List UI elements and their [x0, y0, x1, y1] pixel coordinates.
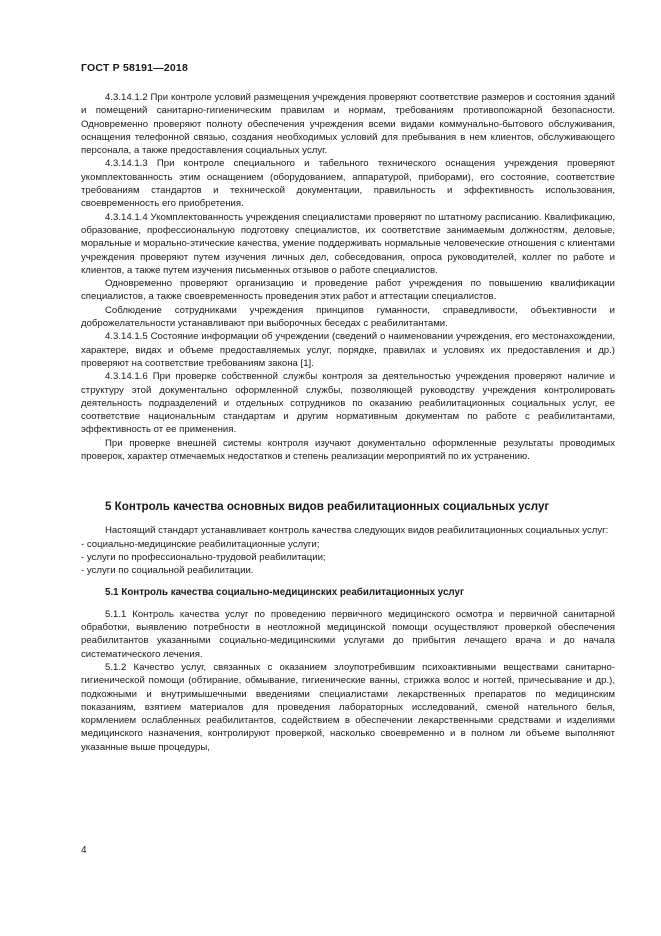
document-code-header: ГОСТ Р 58191—2018: [81, 62, 189, 74]
paragraph-4-3-14-1-5: 4.3.14.1.5 Состояние информации об учреждении (сведений о наименовании учреждения, его местонахождении, характере, видах и объеме предоставляемых услуг, порядке, правилах и условиях их предоставления и др.) проверяют на соответствие требованиям закона [1].: [81, 331, 615, 369]
paragraph-4-3-14-1-3: 4.3.14.1.3 При контроле специального и табельного технического оснащения учреждения проверяют укомплектованность этим оснащением (оборудованием, аппаратурой, приборами), его состояние, соответствие требованиям стандартов и технической документации, правильность и эффективность использования, своевременность его приобретения.: [81, 158, 615, 210]
document-body: [81, 91, 615, 754]
section-5-title: 5 Контроль качества основных видов реабилитационных социальных услуг: [105, 500, 550, 514]
paragraph-4-3-14-1-6: 4.3.14.1.6 При проверке собственной службы контроля за деятельностью учреждения проверяют наличие и структуру этой документально оформленной службы, позволяющей руководству учреждения контролировать деятельность подразделений и отдельных сотрудников по оказанию реабилитационных социальных услуг, ее соответствие национальным стандартам и другим нормативным документам по работе с реабилитантами, эффективность от ее применения.: [81, 371, 615, 436]
paragraph-5-1-1: 5.1.1 Контроль качества услуг по проведению первичного медицинского осмотра и первичной санитарной обработки, выявлению потребности в неотложной медицинской помощи осуществляют проверкой обеспечения реабилитантов указанными социально-медицинскими услугами до прибытия лечащего врача и до начала систематического лечения.: [81, 608, 615, 660]
subsection-5-1-title: 5.1 Контроль качества социально-медицинских реабилитационных услуг: [105, 586, 465, 598]
paragraph-4-3-14-1-2: 4.3.14.1.2 При контроле условий размещения учреждения проверяют соответствие размеров и состояния зданий и помещений санитарно-гигиеническим правилам и нормам, требованиям противопожарной безопасности. Одновременно проверяют полноту обеспечения учреждения всеми видами коммунально-бытового обслуживания, оснащения телефонной связью, создания необходимых условий для пребывания в нем клиентов, обслуживающего персонала, а также предоставления социальных услуг.: [81, 92, 615, 157]
section-5-intro: Настоящий стандарт устанавливает контроль качества следующих видов реабилитационных социальных услуг:: [105, 525, 609, 537]
paragraph-qualification: Одновременно проверяют организацию и проведение работ учреждения по повышению квалификации специалистов, а также своевременность проведения этих работ и аттестации специалистов.: [81, 278, 615, 303]
list-item: - услуги по социальной реабилитации.: [81, 565, 254, 577]
list-item: - социально-медицинские реабилитационные услуги;: [81, 538, 320, 550]
page-number: 4: [81, 845, 87, 856]
paragraph-4-3-14-1-4: 4.3.14.1.4 Укомплектованность учреждения специалистами проверяют по штатному расписанию. Квалификацию, образование, профессиональную подготовку специалистов, их соответствие занимаемым должностям, деловые, моральные и морально-этические качества, умение поддерживать нормальные человеческие отношения с клиентами учреждения проверяют путем изучения личных дел, собеседования, опроса руководителей, коллег по работе и клиентов, а также путем изучения письменных отзывов о работе специалистов.: [81, 211, 615, 276]
paragraph-5-1-2: 5.1.2 Качество услуг, связанных с оказанием злоупотребившим психоактивными веществами санитарно-гигиенической помощи (обтирание, обмывание, гигиенические ванны, стрижка волос и ногтей, причесывание и др.), подкожными и внутримышечными введениями специалистами лекарственных препаратов по медицинским показаниям, взятием материалов для проведения лабораторных исследований, сменой нательного белья, кормлением ослабленных реабилитантов, содействием в обеспечении лекарственными средствами и изделиями медицинского назначения, контролируют проверкой, насколько своевременно и в полном ли объеме выполняют указанные выше процедуры,: [81, 661, 615, 753]
list-item: - услуги по профессионально-трудовой реабилитации;: [81, 551, 326, 563]
paragraph-external-control: При проверке внешней системы контроля изучают документально оформленные результаты проводимых проверок, характер отмечаемых недостатков и степень реализации мероприятий по их устранению.: [81, 437, 615, 463]
paragraph-principles: Соблюдение сотрудниками учреждения принципов гуманности, справедливости, объективности и доброжелательности устанавливают при выборочных беседах с реабилитантами.: [81, 304, 615, 330]
